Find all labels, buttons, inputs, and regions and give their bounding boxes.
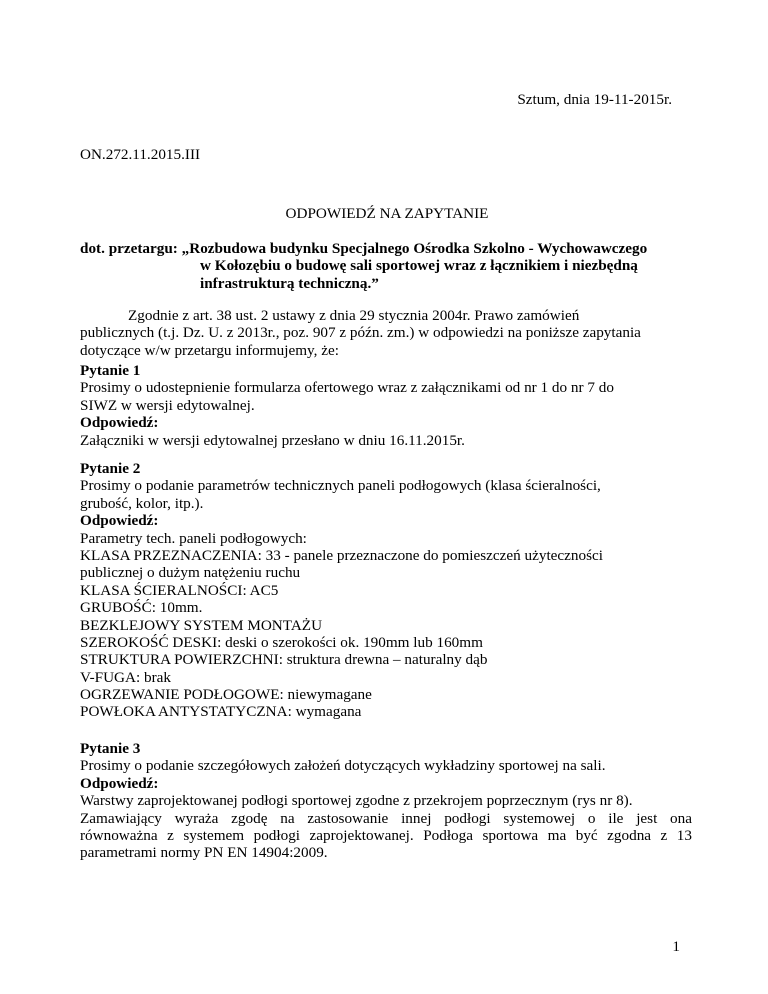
answer-1-heading: Odpowiedź: [80, 414, 159, 432]
answer-2-line: KLASA ŚCIERALNOŚCI: AC5 [80, 581, 279, 599]
answer-2-line: STRUKTURA POWIERZCHNI: struktura drewna – naturalny dąb [80, 651, 488, 669]
answer-2-line: KLASA PRZEZNACZENIA: 33 - panele przeznaczone do pomieszczeń użyteczności [80, 546, 603, 564]
tender-subject [80, 240, 647, 292]
subject-line-3: infrastrukturą techniczną.” [200, 274, 379, 292]
answer-2-line: BEZKLEJOWY SYSTEM MONTAŻU [80, 616, 323, 634]
question-3-section [80, 740, 692, 862]
intro-paragraph [80, 307, 690, 359]
answer-3-line: równoważna z systemem podłogi zaprojektowanej. Podłoga sportowa ma być zgodna z 13 [80, 826, 692, 844]
answer-3-line: parametrami normy PN EN 14904:2009. [80, 844, 328, 862]
answer-3-heading: Odpowiedź: [80, 774, 159, 792]
answer-2-line: OGRZEWANIE PODŁOGOWE: niewymagane [80, 686, 372, 704]
intro-line-3: dotyczące w/w przetargu informujemy, że: [80, 341, 339, 359]
intro-line-1: Zgodnie z art. 38 ust. 2 ustawy z dnia 29 stycznia 2004r. Prawo zamówień [128, 307, 580, 324]
answer-2-line: GRUBOŚĆ: 10mm. [80, 599, 203, 617]
document-title: ODPOWIEDŹ NA ZAPYTANIE [285, 205, 489, 222]
answer-2-line: Parametry tech. paneli podłogowych: [80, 529, 307, 547]
question-1-section [80, 362, 692, 449]
answer-3-line: Warstwy zaprojektowanej podłogi sportowej zgodne z przekrojem poprzecznym (rys nr 8). [80, 792, 633, 810]
reference-number: ON.272.11.2015.III [80, 146, 201, 163]
answer-2-line: SZEROKOŚĆ DESKI: deski o szerokości ok. 190mm lub 160mm [80, 633, 483, 651]
intro-line-2: publicznych (t.j. Dz. U. z 2013r., poz. 907 z późn. zm.) w odpowiedzi na poniższe zapytania [80, 324, 641, 342]
question-2-text-line-2: grubość, kolor, itp.). [80, 494, 204, 512]
answer-2-line: POWŁOKA ANTYSTATYCZNA: wymagana [80, 703, 362, 721]
answer-2-heading: Odpowiedź: [80, 512, 159, 530]
question-3-text-line-1: Prosimy o podanie szczegółowych założeń dotyczących wykładziny sportowej na sali. [80, 757, 606, 775]
question-1-text-line-2: SIWZ w wersji edytowalnej. [80, 396, 255, 414]
page-number: 1 [672, 938, 680, 955]
question-1-heading: Pytanie 1 [80, 362, 141, 379]
question-1-text-line-1: Prosimy o udostepnienie formularza ofertowego wraz z załącznikami od nr 1 do nr 7 do [80, 379, 614, 397]
question-2-text-line-1: Prosimy o podanie parametrów technicznych paneli podłogowych (klasa ścieralności, [80, 477, 601, 495]
subject-line-2: w Kołozębiu o budowę sali sportowej wraz z łącznikiem i niezbędną [200, 257, 638, 275]
answer-2-line: publicznej o dużym natężeniu ruchu [80, 564, 301, 582]
answer-1-text-line-1: Załączniki w wersji edytowalnej przesłano w dniu 16.11.2015r. [80, 431, 465, 449]
question-2-heading: Pytanie 2 [80, 460, 141, 477]
answer-2-line: V-FUGA: brak [80, 668, 171, 686]
subject-line-1: dot. przetargu: „Rozbudowa budynku Specjalnego Ośrodka Szkolno - Wychowawczego [80, 240, 648, 257]
answer-3-line: Zamawiający wyraża zgodę na zastosowanie innej podłogi systemowej o ile jest ona [80, 809, 692, 827]
question-3-heading: Pytanie 3 [80, 740, 141, 757]
place-date: Sztum, dnia 19-11-2015r. [517, 91, 672, 108]
question-2-section [80, 460, 692, 721]
